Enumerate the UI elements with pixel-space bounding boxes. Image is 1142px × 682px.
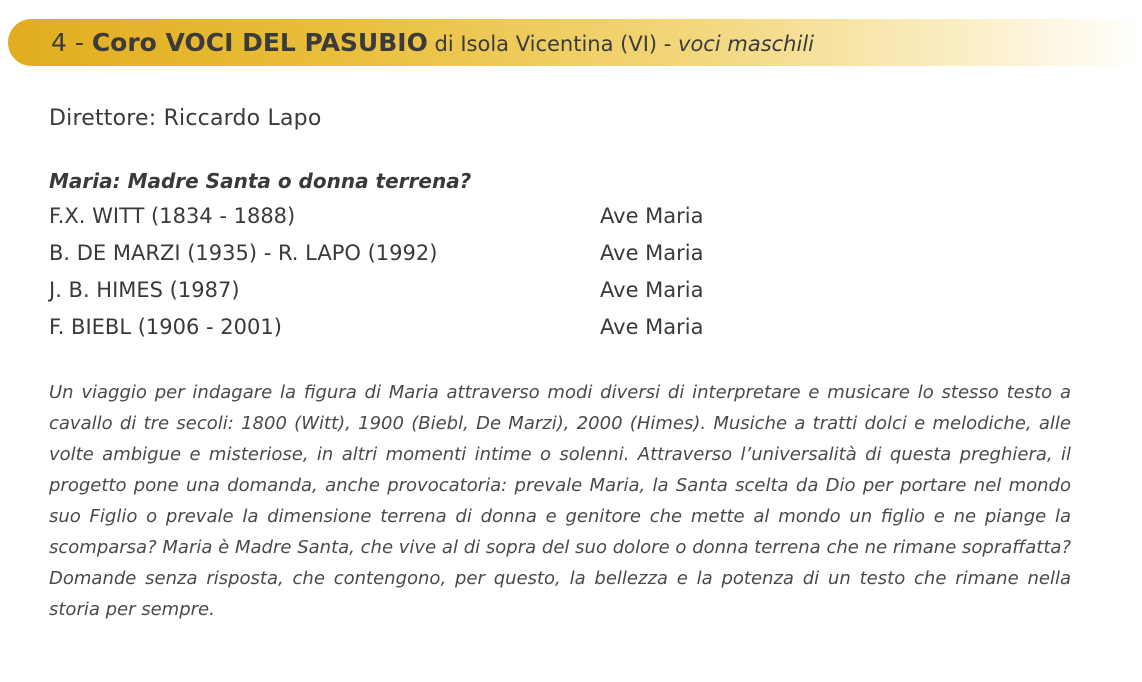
choir-location: di Isola Vicentina (VI) — [427, 32, 658, 56]
voice-type: voci maschili — [678, 32, 814, 56]
header-separator: - — [66, 28, 92, 57]
composer: F. BIEBL (1906 - 2001) — [49, 315, 282, 339]
section-header-banner — [8, 19, 1142, 66]
piece-title: Ave Maria — [600, 315, 704, 339]
piece-title: Ave Maria — [600, 241, 704, 265]
section-number: 4 — [51, 28, 67, 57]
choir-name: Coro VOCI DEL PASUBIO — [91, 28, 428, 57]
program-row — [49, 276, 1049, 313]
program-description: Un viaggio per indagare la figura di Maria attraverso modi diversi di interpretare e musicare lo stesso testo a cavallo di tre secoli: 1800 (Witt), 1900 (Biebl, De Marzi), 2000 (Himes). Musiche a tratti dolci e melodiche, alle volte ambigue e misteriose, in altri momenti intime o solenni. Attraverso l’universalità di questa preghiera, il progetto pone una domanda, anche provocatoria: prevale Maria, la Santa scelta da Dio per portare nel mondo suo Figlio o prevale la dimensione terrena di donna e genitore che mette al mondo un figlio e ne piange la scomparsa? Maria è Madre Santa, che vive al di sopra del suo dolore o donna terrena che ne rimane sopraffatta? Domande senza risposta, che contengono, per questo, la bellezza e la potenza di un testo che rimane nella storia per sempre. — [49, 382, 1071, 620]
piece-title: Ave Maria — [600, 204, 704, 228]
program-row — [49, 313, 1049, 350]
composer: J. B. HIMES (1987) — [49, 278, 240, 302]
section-header-text — [51, 19, 814, 66]
program-row — [49, 202, 1049, 239]
program-row — [49, 239, 1049, 276]
composer: B. DE MARZI (1935) - R. LAPO (1992) — [49, 241, 438, 265]
header-separator-2: - — [657, 32, 679, 56]
director-line: Direttore: Riccardo Lapo — [49, 106, 322, 131]
piece-title: Ave Maria — [600, 278, 704, 302]
program-list — [49, 202, 1049, 350]
program-title: Maria: Madre Santa o donna terrena? — [49, 169, 472, 193]
composer: F.X. WITT (1834 - 1888) — [49, 204, 296, 228]
